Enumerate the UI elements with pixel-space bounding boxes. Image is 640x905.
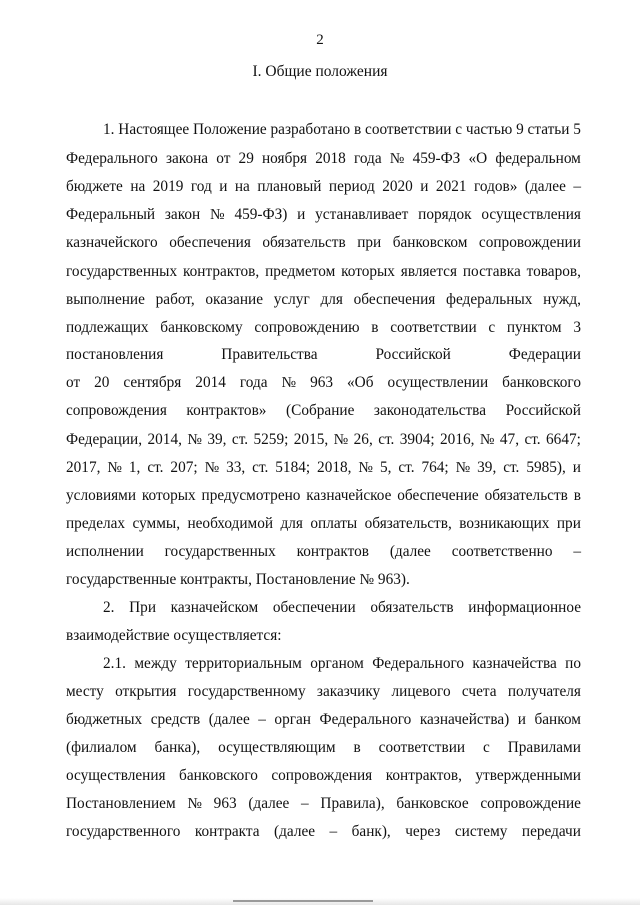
text-line: государственного контракта (далее – банк), через систему передачи — [66, 823, 581, 840]
page-number: 2 — [316, 32, 324, 48]
text-line: 1. Настоящее Положение разработано в соответствии с частью 9 статьи 5 — [103, 121, 581, 138]
text-line: государственные контракты, Постановление № 963). — [66, 571, 410, 588]
text-line: подлежащих банковскому сопровождению в соответствии с пунктом 3 — [66, 319, 581, 336]
text-line: пределах суммы, необходимой для оплаты обязательств, возникающих при — [66, 515, 581, 532]
text-line: (филиалом банка), осуществляющим в соответствии с Правилами — [66, 739, 581, 756]
text-line: казначейского обеспечения обязательств при банковском сопровождении — [66, 234, 581, 251]
text-line: Федерального закона от 29 ноября 2018 года № 459-ФЗ «О федеральном — [66, 150, 581, 167]
section-title: I. Общие положения — [252, 63, 388, 80]
text-line: осуществления банковского сопровождения контрактов, утвержденными — [66, 767, 581, 784]
text-line: выполнение работ, оказание услуг для обеспечения федеральных нужд, — [66, 291, 581, 308]
text-line: от 20 сентября 2014 года № 963 «Об осуществлении банковского — [66, 374, 581, 391]
text-line: 2017, № 1, ст. 207; № 33, ст. 5184; 2018, № 5, ст. 764; № 39, ст. 5985), и — [66, 459, 581, 476]
text-line: сопровождения контрактов» (Собрание законодательства Российской — [66, 402, 581, 419]
scan-bottom-mark — [233, 900, 373, 902]
text-line: бюджете на 2019 год и на плановый период 2020 и 2021 годов» (далее – — [66, 178, 581, 195]
text-line: 2.1. между территориальным органом Федерального казначейства по — [103, 655, 581, 672]
text-line: Федерации, 2014, № 39, ст. 5259; 2015, № 26, ст. 3904; 2016, № 47, ст. 6647; — [66, 431, 581, 448]
text-line: взаимодействие осуществляется: — [66, 627, 282, 644]
text-line: исполнении государственных контрактов (далее соответственно – — [66, 543, 581, 560]
text-line: условиями которых предусмотрено казначейское обеспечение обязательств в — [66, 487, 581, 504]
text-line: государственных контрактов, предметом которых является поставка товаров, — [66, 263, 581, 280]
text-line: Постановлением № 963 (далее – Правила), банковское сопровождение — [66, 795, 581, 812]
text-line: бюджетных средств (далее – орган Федерального казначейства) и банком — [66, 711, 581, 728]
text-line: постановления Правительства Российской Федерации — [66, 346, 581, 363]
text-line: 2. При казначейском обеспечении обязательств информационное — [103, 599, 581, 616]
text-line: Федеральный закон № 459-ФЗ) и устанавливает порядок осуществления — [66, 206, 581, 223]
text-line: месту открытия государственному заказчику лицевого счета получателя — [66, 683, 581, 700]
